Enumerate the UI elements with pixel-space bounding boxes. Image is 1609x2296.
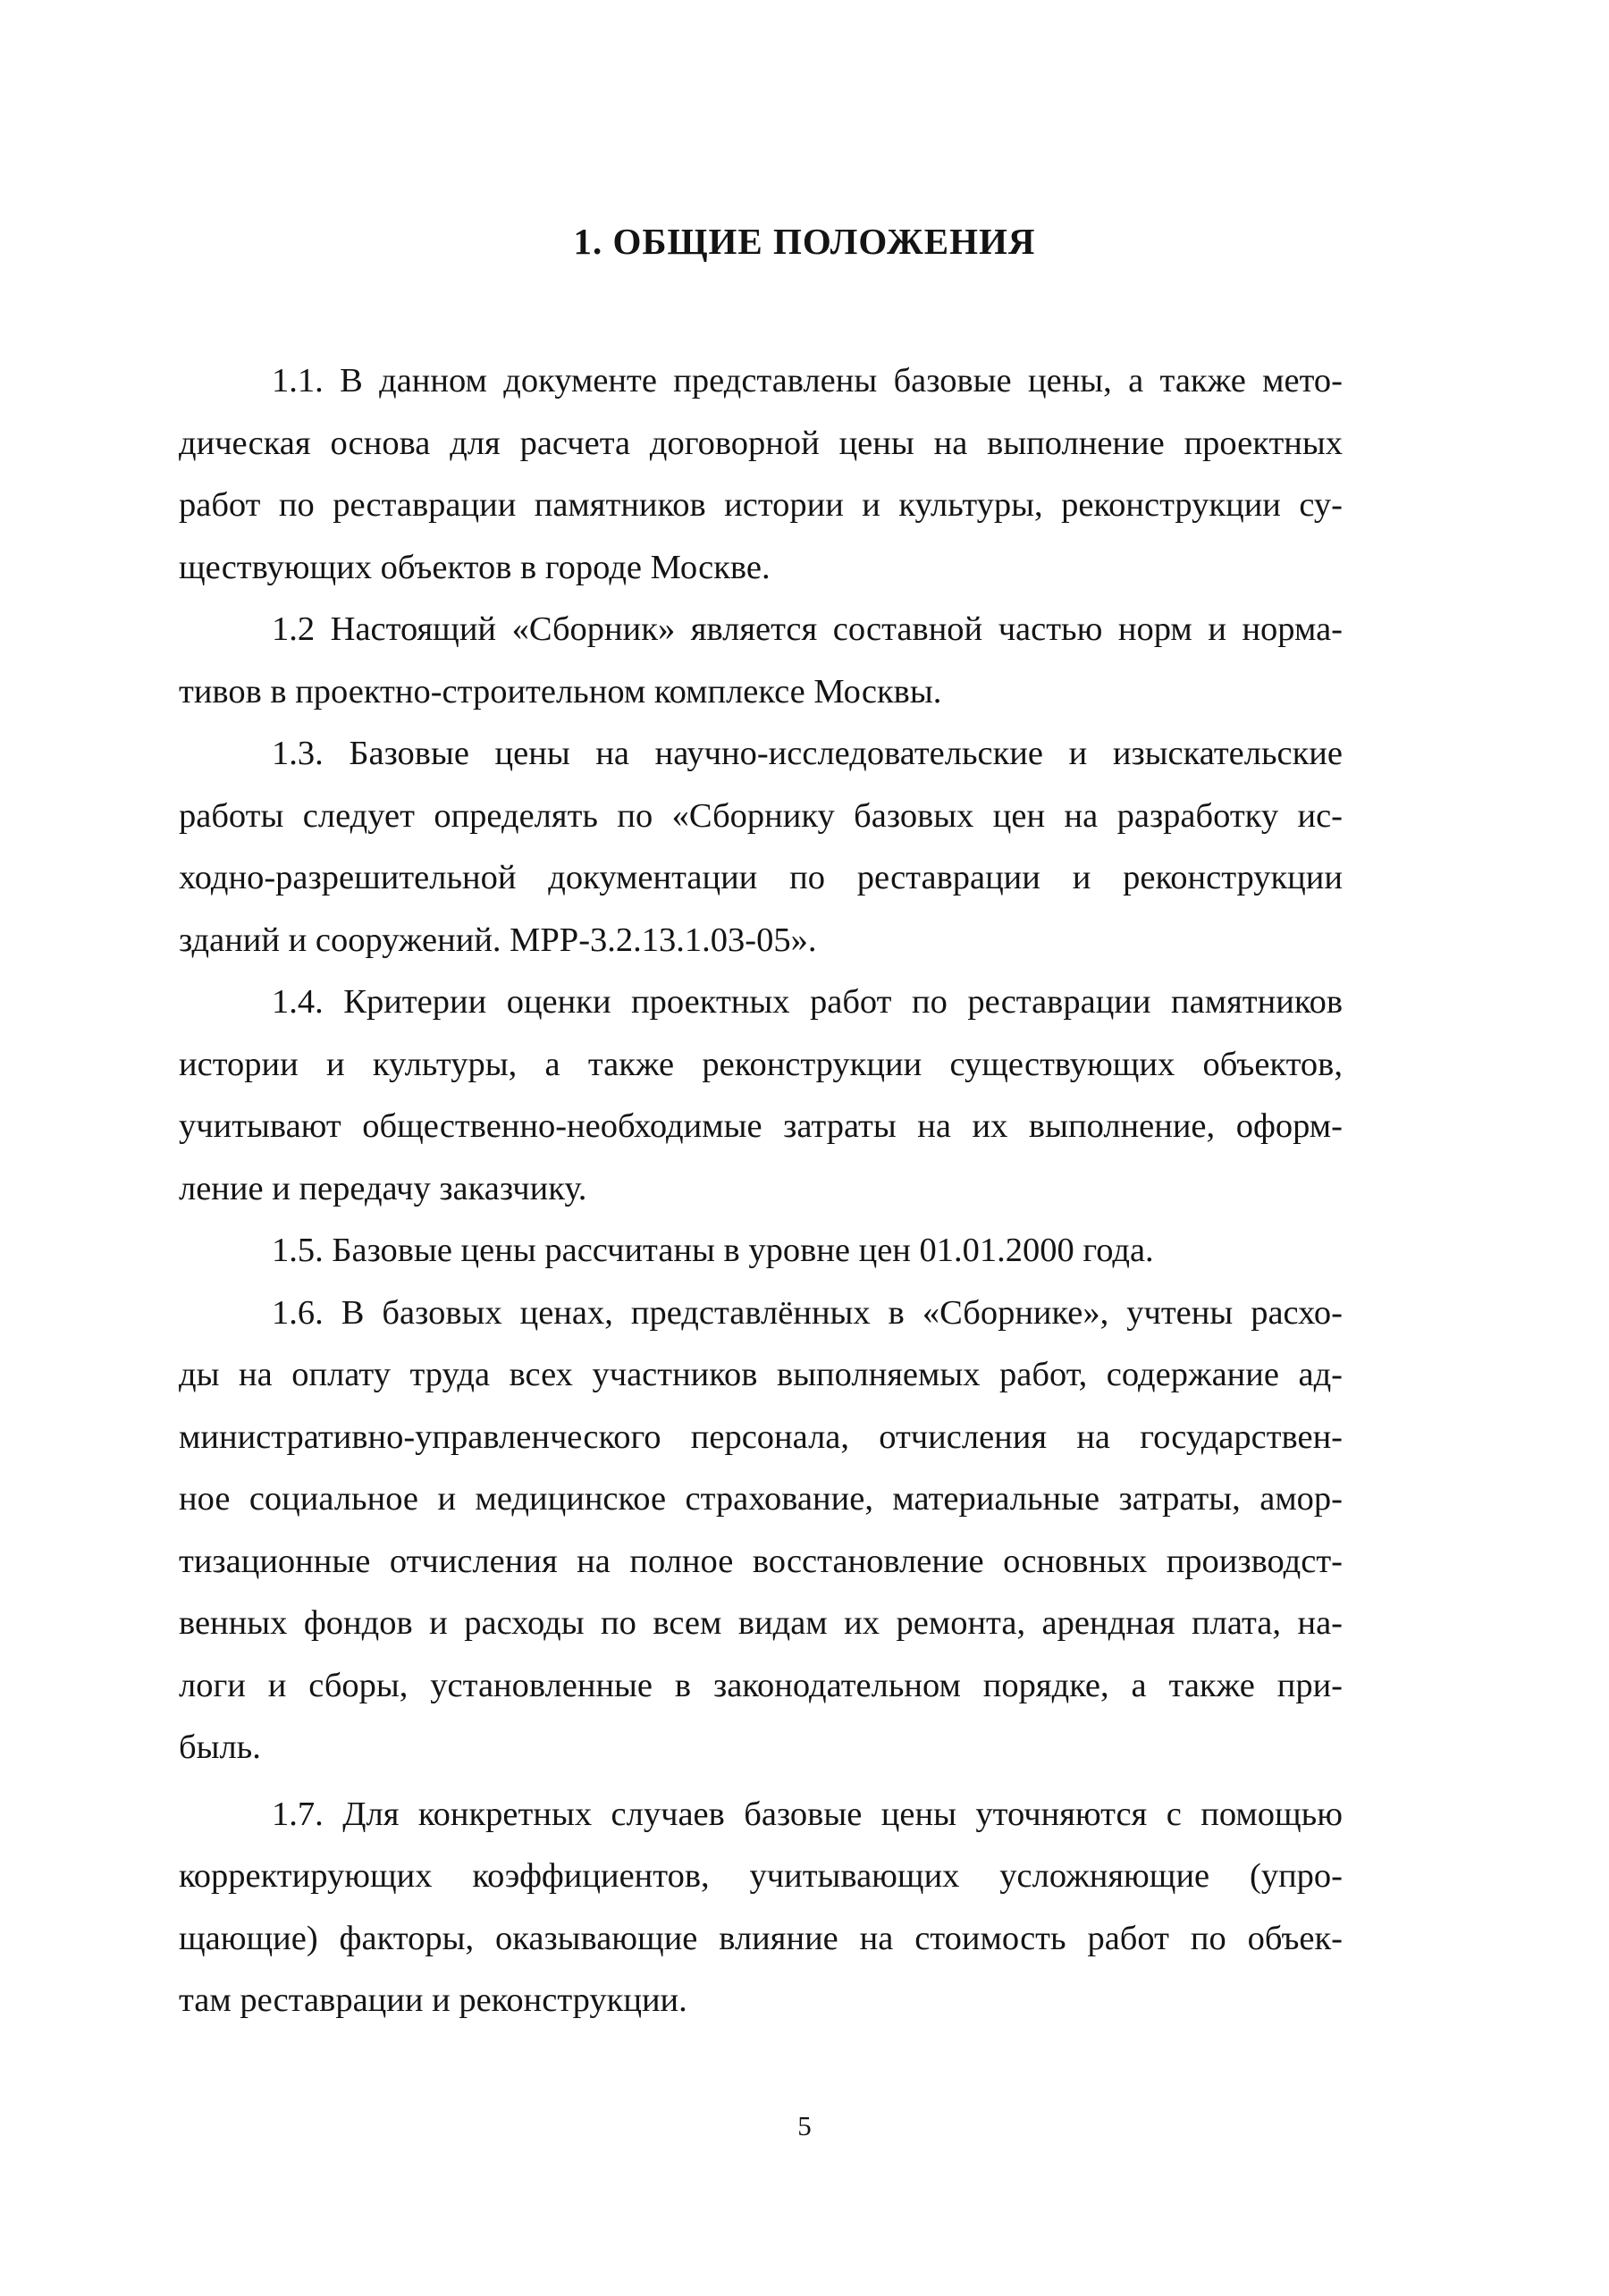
paragraph-line: учитывают общественно-необходимые затраты на их выполнение, оформ-	[179, 1107, 1343, 1145]
paragraph-line: быль.	[179, 1728, 261, 1766]
paragraph-1-1	[179, 350, 1343, 599]
paragraph-line: ное социальное и медицинское страхование, материальные затраты, амор-	[179, 1480, 1343, 1518]
paragraph-line: работ по реставрации памятников истории и культуры, реконструкции су-	[179, 486, 1343, 524]
paragraph-line: ды на оплату труда всех участников выполняемых работ, содержание ад-	[179, 1356, 1343, 1393]
paragraph-1-3	[179, 723, 1343, 971]
paragraph-line: 1.5. Базовые цены рассчитаны в уровне цен 01.01.2000 года.	[272, 1232, 1154, 1269]
paragraph-line: логи и сборы, установленные в законодательном порядке, а также при-	[179, 1666, 1343, 1704]
paragraph-1-5	[179, 1220, 1343, 1283]
paragraph-line: ществующих объектов в городе Москве.	[179, 548, 771, 586]
paragraph-line: тизационные отчисления на полное восстановление основных производст-	[179, 1542, 1343, 1580]
paragraph-1-6	[179, 1283, 1343, 1779]
section-body	[179, 350, 1343, 2032]
paragraph-line: 1.2 Настоящий «Сборник» является составной частью норм и норма-	[272, 610, 1343, 648]
paragraph-1-7	[179, 1784, 1343, 2032]
paragraph-line: там реставрации и реконструкции.	[179, 1981, 687, 2019]
page-number: 5	[797, 2110, 812, 2141]
paragraph-line: 1.7. Для конкретных случаев базовые цены уточняются с помощью	[272, 1795, 1343, 1833]
paragraph-1-2	[179, 599, 1343, 723]
paragraph-line: 1.4. Критерии оценки проектных работ по реставрации памятников	[272, 983, 1343, 1021]
paragraph-line: щающие) факторы, оказывающие влияние на стоимость работ по объек-	[179, 1919, 1343, 1957]
paragraph-line: 1.1. В данном документе представлены базовые цены, а также мето-	[272, 362, 1343, 399]
paragraph-line: работы следует определять по «Сборнику базовых цен на разработку ис-	[179, 796, 1343, 835]
paragraph-1-4	[179, 971, 1343, 1220]
paragraph-line: 1.3. Базовые цены на научно-исследовательские и изыскательские	[272, 735, 1343, 772]
paragraph-line: министративно-управленческого персонала, отчисления на государствен-	[179, 1417, 1343, 1456]
paragraph-line: истории и культуры, а также реконструкции существующих объектов,	[179, 1045, 1343, 1083]
paragraph-line: зданий и сооружений. МРР-3.2.13.1.03-05».	[179, 921, 817, 959]
paragraph-line: ление и передачу заказчику.	[179, 1169, 587, 1207]
paragraph-line: тивов в проектно-строительном комплексе Москвы.	[179, 672, 942, 711]
paragraph-line: корректирующих коэффициентов, учитывающих усложняющие (упро-	[179, 1857, 1343, 1895]
paragraph-line: дическая основа для расчета договорной цены на выполнение проектных	[179, 424, 1343, 462]
paragraph-line: 1.6. В базовых ценах, представлённых в «Сборнике», учтены расхо-	[272, 1293, 1343, 1332]
paragraph-line: венных фондов и расходы по всем видам их ремонта, арендная плата, на-	[179, 1604, 1343, 1642]
section-title: 1. ОБЩИЕ ПОЛОЖЕНИЯ	[573, 221, 1036, 262]
paragraph-line: ходно-разрешительной документации по реставрации и реконструкции	[179, 859, 1343, 896]
